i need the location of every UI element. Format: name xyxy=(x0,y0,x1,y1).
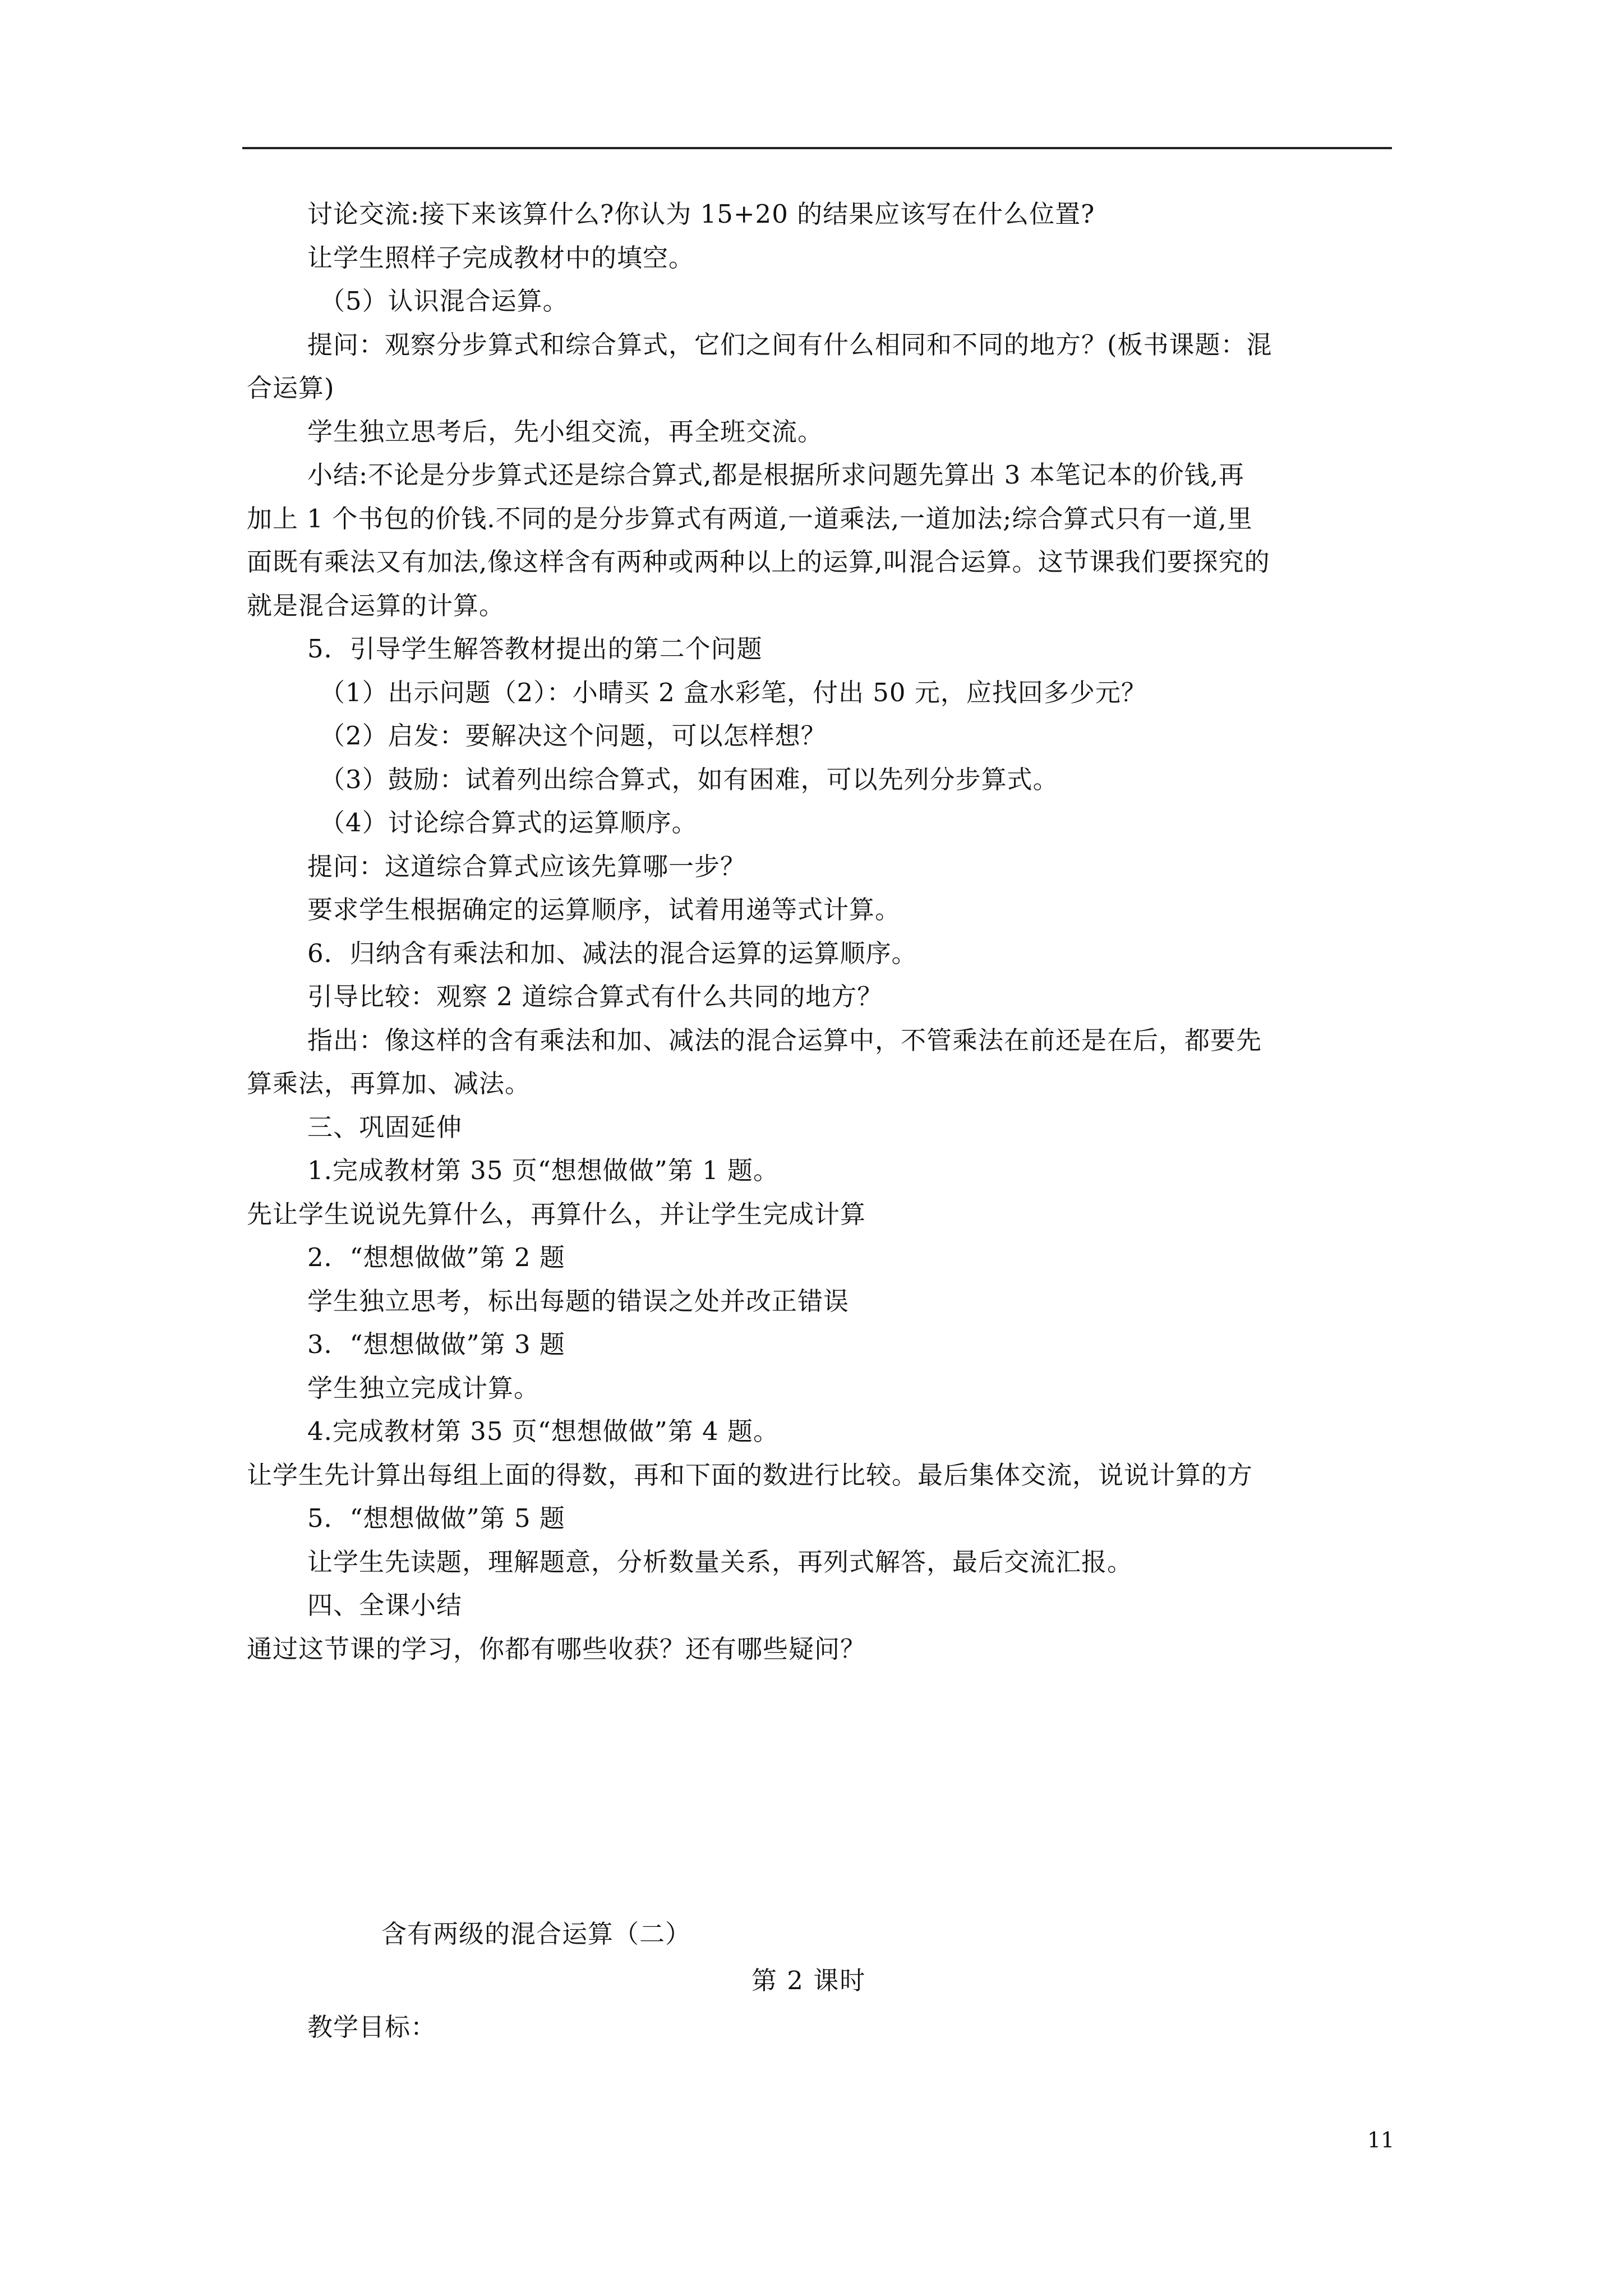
paragraph-line: 面既有乘法又有加法,像这样含有两种或两种以上的运算,叫混合运算。这节课我们要探究的 xyxy=(247,547,1270,577)
paragraph-line: 2．“想想做做”第 2 题 xyxy=(307,1243,565,1272)
section-title: 含有两级的混合运算（二） xyxy=(381,1919,691,1949)
paragraph-line: 学生独立完成计算。 xyxy=(307,1373,540,1403)
paragraph-line: 让学生先计算出每组上面的得数，再和下面的数进行比较。最后集体交流，说说计算的方 xyxy=(247,1460,1253,1490)
paragraph-line: 先让学生说说先算什么，再算什么，并让学生完成计算 xyxy=(247,1199,866,1229)
paragraph-line: （3）鼓励：试着列出综合算式，如有困难，可以先列分步算式。 xyxy=(320,765,1059,794)
paragraph-line: 4.完成教材第 35 页“想想做做”第 4 题。 xyxy=(307,1416,780,1446)
paragraph-line: 加上 1 个书包的价钱.不同的是分步算式有两道,一道乘法,一道加法;综合算式只有一道,里 xyxy=(247,504,1253,533)
paragraph-line: 5．“想想做做”第 5 题 xyxy=(307,1503,565,1533)
lesson-label: 第 2 课时 xyxy=(751,1966,866,1995)
paragraph-line: 6．归纳含有乘法和加、减法的混合运算的运算顺序。 xyxy=(307,938,917,968)
paragraph-line: 指出：像这样的含有乘法和加、减法的混合运算中，不管乘法在前还是在后，都要先 xyxy=(307,1025,1262,1055)
paragraph-line: 1.完成教材第 35 页“想想做做”第 1 题。 xyxy=(307,1156,780,1185)
paragraph-line: 让学生先读题，理解题意，分析数量关系，再列式解答，最后交流汇报。 xyxy=(307,1547,1133,1577)
section-heading: 四、全课小结 xyxy=(307,1590,463,1620)
paragraph-line: （2）启发：要解决这个问题，可以怎样想？ xyxy=(320,721,827,751)
paragraph-line: 算乘法，再算加、减法。 xyxy=(247,1069,531,1098)
paragraph-line: 5．引导学生解答教材提出的第二个问题 xyxy=(307,634,763,664)
paragraph-line: 3．“想想做做”第 3 题 xyxy=(307,1329,565,1359)
section-heading: 三、巩固延伸 xyxy=(307,1112,463,1142)
header-rule xyxy=(242,147,1392,149)
paragraph-line: 讨论交流:接下来该算什么?你认为 15+20 的结果应该写在什么位置? xyxy=(307,199,1095,229)
paragraph-line: （1）出示问题（2）：小晴买 2 盒水彩笔，付出 50 元，应找回多少元？ xyxy=(320,678,1147,707)
paragraph-line: 提问：这道综合算式应该先算哪一步？ xyxy=(307,852,746,881)
objectives-label: 教学目标： xyxy=(307,2012,437,2042)
paragraph-line: 提问：观察分步算式和综合算式，它们之间有什么相同和不同的地方？(板书课题：混 xyxy=(307,330,1272,360)
paragraph-line: 小结:不论是分步算式还是综合算式,都是根据所求问题先算出 3 本笔记本的价钱,再 xyxy=(307,460,1245,490)
paragraph-line: 要求学生根据确定的运算顺序，试着用递等式计算。 xyxy=(307,895,901,924)
paragraph-line: 通过这节课的学习，你都有哪些收获？还有哪些疑问？ xyxy=(247,1634,866,1664)
paragraph-line: 合运算) xyxy=(247,373,335,403)
paragraph-line: 让学生照样子完成教材中的填空。 xyxy=(307,243,695,273)
paragraph-line: 学生独立思考，标出每题的错误之处并改正错误 xyxy=(307,1286,850,1316)
page-number: 11 xyxy=(1367,2128,1395,2152)
paragraph-line: 引导比较：观察 2 道综合算式有什么共同的地方？ xyxy=(307,982,883,1011)
paragraph-line: 就是混合运算的计算。 xyxy=(247,591,505,620)
paragraph-line: （4）讨论综合算式的运算顺序。 xyxy=(320,808,698,838)
paragraph-line: （5）认识混合运算。 xyxy=(320,286,569,316)
paragraph-line: 学生独立思考后，先小组交流，再全班交流。 xyxy=(307,417,824,447)
